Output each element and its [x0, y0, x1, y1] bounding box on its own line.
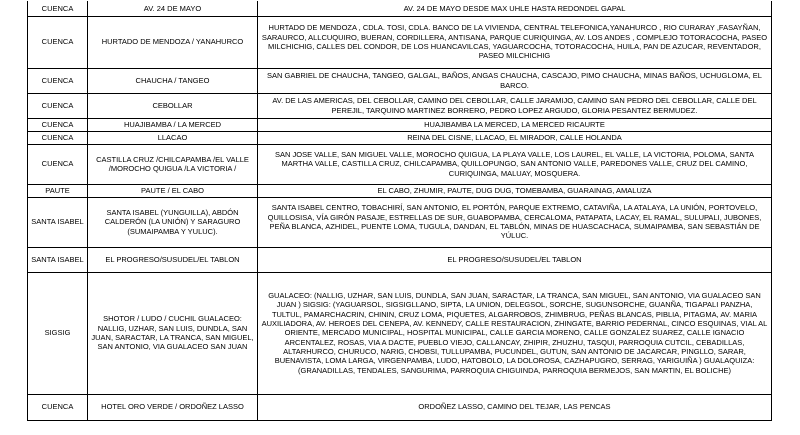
sectors-cell: ORDOÑEZ LASSO, CAMINO DEL TEJAR, LAS PENCAS	[258, 394, 772, 420]
canton-cell: CUENCA	[28, 118, 88, 131]
sectors-cell: HURTADO DE MENDOZA , CDLA. TOSI, CDLA. BANCO DE LA VIVIENDA, CENTRAL TELEFONICA,YANAHURCO , RIO CURARAY ,FASAYÑAN, SARAURCO, ALLCUQUIRO, BUERAN, CORDILLERA, ANTISANA, PARQUE CURIQUINGA, AV. LOS ANDES , COMPLEJO TOTORACOCHA, PASEO MILCHICHIG, CALLES DEL CONDOR, DE LOS HUANCAVILCAS, YAGUARCOCHA, TOTORACOCHA, HUILA, PAN DE AZUCAR, REVENTADOR, PASEO MILCHICHIG	[258, 16, 772, 68]
sectors-cell: HUAJIBAMBA LA MERCED, LA MERCED RICAURTE	[258, 118, 772, 131]
sectors-cell: EL PROGRESO/SUSUDEL/EL TABLON	[258, 247, 772, 272]
table-row	[28, 184, 772, 197]
canton-cell: CUENCA	[28, 68, 88, 93]
sectors-cell: SANTA ISABEL CENTRO, TOBACHIRÍ, SAN ANTONIO, EL PORTÓN, PARQUE EXTREMO, CATAVIÑA, LA ATALAYA, LA UNIÓN, PORTOVELO, QUILLOSISA, VÍA GIRÓN PASAJE, ESTRELLAS DE SUR, GUABOPAMBA, CERCALOMA, PATAPATA, LACAY, EL RAMAL, SULUPALI, JUBONES, PEÑA BLANCA, AZHIDEL, PUENTE LOMA, TUGULA, DANDAN, EL TABLÓN, MINAS DE HUASCACHACA, SUMAIPAMBA, SAN SEBASTIÁN DE YÚLUC.	[258, 197, 772, 247]
route-cell: HUAJIBAMBA / LA MERCED	[88, 118, 258, 131]
sectors-cell: SAN GABRIEL DE CHAUCHA, TANGEO, GALGAL, BAÑOS, ANGAS CHAUCHA, CASCAJO, PIMO CHAUCHA, MINAS BAÑOS, UCHUGLOMA, EL BARCO.	[258, 68, 772, 93]
route-cell: CHAUCHA / TANGEO	[88, 68, 258, 93]
route-cell: LLACAO	[88, 131, 258, 144]
sectors-cell: AV. DE LAS AMERICAS, DEL CEBOLLAR, CAMINO DEL CEBOLLAR, CALLE JARAMIJO, CAMINO SAN PEDRO DEL CEBOLLAR, CALLE DEL PEREJIL, TARQUINO MARTINEZ BORRERO, PEDRO LOPEZ ARGUDO, GLORIA PESANTEZ BERMUDEZ.	[258, 93, 772, 118]
route-cell: HURTADO DE MENDOZA / YANAHURCO	[88, 16, 258, 68]
canton-cell: CUENCA	[28, 93, 88, 118]
canton-cell: CUENCA	[28, 131, 88, 144]
sectors-cell: REINA DEL CISNE, LLACAO, EL MIRADOR, CALLE HOLANDA	[258, 131, 772, 144]
canton-cell: CUENCA	[28, 144, 88, 184]
table-row	[28, 16, 772, 68]
table-row	[28, 247, 772, 272]
table-row	[28, 272, 772, 394]
route-cell: EL PROGRESO/SUSUDEL/EL TABLON	[88, 247, 258, 272]
canton-cell: CUENCA	[28, 16, 88, 68]
table-row	[28, 118, 772, 131]
table-row	[28, 197, 772, 247]
sectors-cell: GUALACEO: (NALLIG, UZHAR, SAN LUIS, DUNDLA, SAN JUAN, SARACTAR, LA TRANCA, SAN MIGUEL, SAN ANTONIO, VIA GUALACEO SAN JUAN ) SIGSIG: (YAGUARSOL, SIGSIGLLANO, SIPTA, LA UNION, DELEGSOL, SORCHE, SUGUNSORCHE, GUANÑA, TIGAPALI PANZHA, TULTUL, PAMARCHACRIN, CHININ, CRUZ LOMA, PIQUETES, ALGARROBOS, ZHIMBRUG, PEÑAS BLANCAS, PIBLIA, PITAGMA, AV. MARIA AUXILIADORA, AV. HEROES DEL CENEPA, AV. KENNEDY, CALLE RESTAURACION, ZHINGATE, BARRIO PEDERNAL, CINCO ESQUINAS, VIAL AL ORIENTE, MERCADO MUNICIPAL, HOSPITAL MUNICIPAL, CALLE GARCIA MORENO, CALLE GONZALEZ SUAREZ, CALLE IGNACIO ARCENTALEZ, ROSAS, VIA A DACTE, PUEBLO VIEJO, CALLANCAY, ZHIPIR, ZHUZHU, TASQUI, PARROQUIA CUTCIL, CEBADILLAS, ALTARHURCO, CHURUCO, NARIG, CHOBSI, TULLUPAMBA, PUCUNDEL, GUTUN, SAN ANTONIO DE JACARCAR, PINGLLO, SARAR, BUENAVISTA, LOMA LARGA, VIRGENPAMBA, LUDO, HATOBOLO, LA DOLOROSA, CAZHAPUGRO, SERRAG, YARIGUIÑA ) GUALAQUIZA: (GRANADILLAS, TENDALES, SANGURIMA, PARROQUIA CHIGUINDA, PARROQUIA BERMEJOS, SAN MARTIN, EL BOLICHE)	[258, 272, 772, 394]
table-row	[28, 1, 772, 16]
sectors-cell: SAN JOSE VALLE, SAN MIGUEL VALLE, MOROCHO QUIGUA, LA PLAYA VALLE, LOS LAUREL, EL VALLE, LA VICTORIA, POLOMA, SANTA MARTHA VALLE, CASTILLA CRUZ, CHILCAPAMBA, QUILLOPUNGO, SAN ANTONIO VALLE, PAREDONES VALLE, CRUZ DEL CAMINO, CURIQUINGA, MALUAY, MOSQUERA.	[258, 144, 772, 184]
sectors-cell: AV. 24 DE MAYO DESDE MAX UHLE HASTA REDONDEL GAPAL	[258, 1, 772, 16]
sectors-cell: EL CABO, ZHUMIR, PAUTE, DUG DUG, TOMEBAMBA, GUARAINAG, AMALUZA	[258, 184, 772, 197]
table-row	[28, 131, 772, 144]
canton-cell: CUENCA	[28, 394, 88, 420]
canton-cell: SIGSIG	[28, 272, 88, 394]
canton-cell: SANTA ISABEL	[28, 197, 88, 247]
canton-cell: PAUTE	[28, 184, 88, 197]
canton-cell: CUENCA	[28, 1, 88, 16]
route-cell: PAUTE / EL CABO	[88, 184, 258, 197]
table-row	[28, 144, 772, 184]
table-row	[28, 93, 772, 118]
route-cell: SANTA ISABEL (YUNGUILLA), ABDÓN CALDERÓN (LA UNIÓN) Y SARAGURO (SUMAIPAMBA Y YULUC).	[88, 197, 258, 247]
route-cell: HOTEL ORO VERDE / ORDOÑEZ LASSO	[88, 394, 258, 420]
table-row	[28, 394, 772, 420]
route-cell: AV. 24 DE MAYO	[88, 1, 258, 16]
schedule-table	[27, 1, 772, 421]
route-cell: SHOTOR / LUDO / CUCHIL GUALACEO: NALLIG, UZHAR, SAN LUIS, DUNDLA, SAN JUAN, SARACTAR, LA TRANCA, SAN MIGUEL, SAN ANTONIO, VIA GUALACEO SAN JUAN	[88, 272, 258, 394]
route-cell: CEBOLLAR	[88, 93, 258, 118]
route-cell: CASTILLA CRUZ /CHILCAPAMBA /EL VALLE /MOROCHO QUIGUA /LA VICTORIA /	[88, 144, 258, 184]
table-row	[28, 68, 772, 93]
canton-cell: SANTA ISABEL	[28, 247, 88, 272]
